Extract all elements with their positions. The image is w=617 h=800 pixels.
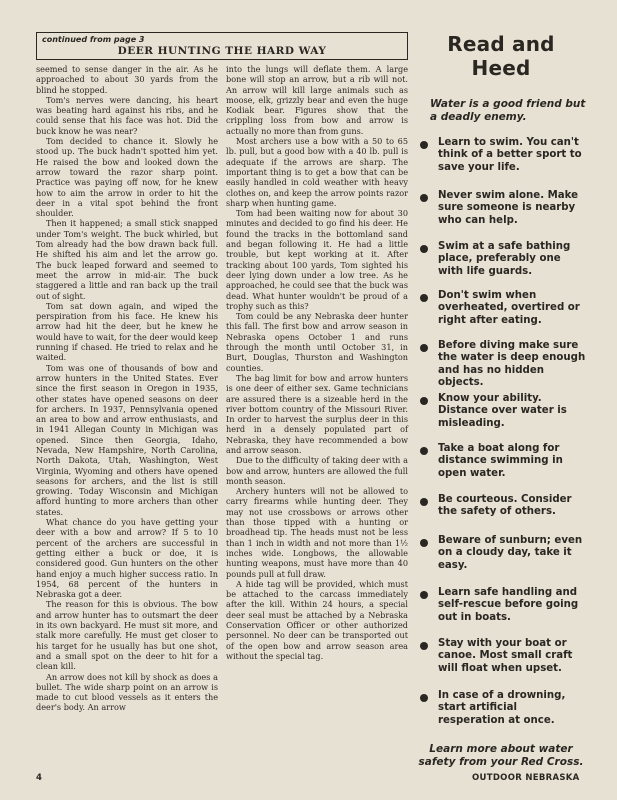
paragraph: Most archers use a bow with a 50 to 65 lb. pull, but a good bow with a 40 lb. pull is adequate if the arrows are sharp. The important thing is to get a bow that can be easily handled in cold weather with heavy clothes on, and keep the arrow points razor sharp when hunting game.: [226, 136, 408, 208]
safety-tip: Be courteous. Consider the safety of others.: [416, 494, 586, 519]
paragraph: Due to the difficulty of taking deer with a bow and arrow, hunters are allowed the full month season.: [226, 455, 408, 486]
paragraph: Tom sat down again, and wiped the perspiration from his face. He knew his arrow had hit the deer, but he knew he would have to wait, for the deer would keep running if chased. He tried to relax and he waited.: [36, 300, 218, 363]
safety-tip: Take a boat along for distance swimming in open water.: [416, 443, 586, 480]
bullet-icon: [420, 539, 428, 547]
safety-tip: Learn safe handling and self-rescue before going out in boats.: [416, 587, 586, 624]
sidebar-intro: Water is a good friend but a deadly enemy.: [430, 98, 586, 123]
paragraph: Tom could be any Nebraska deer hunter this fall. The first bow and arrow season in Nebraska opens October 1 and runs through the month until October 31, in Burt, Douglas, Thurston and Washington counties.: [226, 311, 408, 373]
safety-tip: Don't swim when overheated, overtired or right after eating.: [416, 290, 586, 327]
water-safety-sidebar: [416, 32, 586, 768]
safety-tip: In case of a drowning, start artificial resperation at once.: [416, 690, 586, 727]
paragraph: Tom decided to chance it. Slowly he stood up. The buck hadn't spotted him yet. He raised the bow and looked down the arrow toward the razor sharp point. Practice was paying off now, for he knew how to aim the arrow in order to hit the deer in a vital spot behind the front shoulder.: [36, 136, 218, 219]
bullet-icon: [420, 591, 428, 599]
bullet-icon: [420, 397, 428, 405]
bullet-icon: [420, 194, 428, 202]
safety-tip: Stay with your boat or canoe. Most small craft will float when upset.: [416, 638, 586, 675]
article-column-1: [36, 64, 218, 713]
article-column-2: [226, 64, 408, 661]
bullet-icon: [420, 141, 428, 149]
paragraph: A hide tag will be provided, which must be attached to the carcass immediately after the kill. Within 24 hours, a special deer seal must be attached by a Nebraska Conservation Officer or other authorized personnel. No deer can be transported out of the open bow and arrow season area without the special tag.: [226, 578, 408, 661]
continued-label: continued from page 3: [42, 35, 145, 44]
safety-tip: Never swim alone. Make sure someone is nearby who can help.: [416, 190, 586, 227]
paragraph: Tom had been waiting now for about 30 minutes and decided to go find his deer. He found the tracks in the bottomland sand and began following it. He had a little trouble, but kept working at it. After tracking about 100 yards, Tom sighted his deer lying down under a low tree. As he approached, he could see that the buck was dead. What hunter wouldn't be proud of a trophy such as this?: [226, 208, 408, 311]
article-title: DEER HUNTING THE HARD WAY: [117, 45, 327, 57]
publication-name: OUTDOOR NEBRASKA: [472, 773, 580, 783]
paragraph: The reason for this is obvious. The bow and arrow hunter has to outsmart the deer in its own backyard. He must sit more, and stalk more carefully. He must get closer to his target for he usually has but one shot, and a small spot on the deer to hit for a clean kill.: [36, 599, 218, 672]
page-number: 4: [36, 773, 42, 783]
paragraph: Then it happened; a small stick snapped under Tom's weight. The buck whirled, but Tom already had the bow drawn back full. He shifted his aim and let the arrow go. The buck leaped forward and seemed to meet the arrow in mid-air. The buck staggered a little and ran back up the trail out of sight.: [36, 218, 218, 301]
bullet-icon: [420, 245, 428, 253]
paragraph: Tom's nerves were dancing, his heart was beating hard against his ribs, and he could sense that his face was hot. Did the buck know he was near?: [36, 94, 218, 136]
safety-tip: Before diving make sure the water is deep enough and has no hidden objects.: [416, 340, 586, 390]
bullet-icon: [420, 694, 428, 702]
safety-tip: Learn to swim. You can't think of a better sport to save your life.: [416, 137, 586, 174]
bullet-icon: [420, 642, 428, 650]
paragraph: Tom was one of thousands of bow and arrow hunters in the United States. Ever since the first season in Oregon in 1935, other states have opened seasons on deer for archers. In 1937, Pennsylvania opened an area to bow and arrow enthusiasts, and in 1941 Allegan County in Michigan was opened. Since then Georgia, Idaho, Nevada, New Hampshire, North Carolina, North Dakota, Utah, Washington, West Virginia, Wyoming and others have opened seasons for archers, and the list is still growing. Today Wisconsin and Michigan afford hunting to more archers than other states.: [36, 362, 218, 517]
safety-tip: Beware of sunburn; even on a cloudy day, take it easy.: [416, 535, 586, 572]
paragraph: Archery hunters will not be allowed to carry firearms while hunting deer. They may not use crossbows or arrows other than those tipped with a hunting or broadhead tip. The heads must not be less than 1 inch in width and not more than 1½ inches wide. Longbows, the allowable hunting weapons, must have more than 40 pounds pull at full draw.: [226, 486, 408, 579]
paragraph: seemed to sense danger in the air. As he approached to about 30 yards from the blind he stopped.: [36, 64, 218, 95]
bullet-icon: [420, 294, 428, 302]
safety-tip: Swim at a safe bathing place, preferably one with life guards.: [416, 241, 586, 278]
paragraph: The bag limit for bow and arrow hunters is one deer of either sex. Game technicians are assured there is a sizeable herd in the river bottom country of the Missouri River. In order to harvest the surplus deer in this herd in a densely populated part of Nebraska, they have recommended a bow and arrow season.: [226, 372, 408, 455]
paragraph: What chance do you have getting your deer with a bow and arrow? If 5 to 10 percent of the archers are successful in getting either a buck or doe, it is considered good. Gun hunters on the other hand enjoy a much higher success ratio. In 1954, 68 percent of the hunters in Nebraska got a deer.: [36, 517, 218, 600]
paragraph: into the lungs will deflate them. A large bone will stop an arrow, but a rib will not. An arrow will kill large animals such as moose, elk, grizzly bear and even the huge Kodiak bear. Figures show that the crippling loss from bow and arrow is actually no more than from guns.: [226, 64, 408, 136]
paragraph: An arrow does not kill by shock as does a bullet. The wide sharp point on an arrow is made to cut blood vessels as it enters the deer's body. An arrow: [36, 671, 218, 713]
bullet-icon: [420, 498, 428, 506]
sidebar-outro: Learn more about water safety from your Red Cross.: [418, 743, 584, 768]
bullet-icon: [420, 344, 428, 352]
bullet-icon: [420, 447, 428, 455]
safety-tip: Know your ability. Distance over water is misleading.: [416, 393, 586, 430]
article-header: [36, 32, 408, 60]
sidebar-title: Read and Heed: [447, 32, 555, 80]
